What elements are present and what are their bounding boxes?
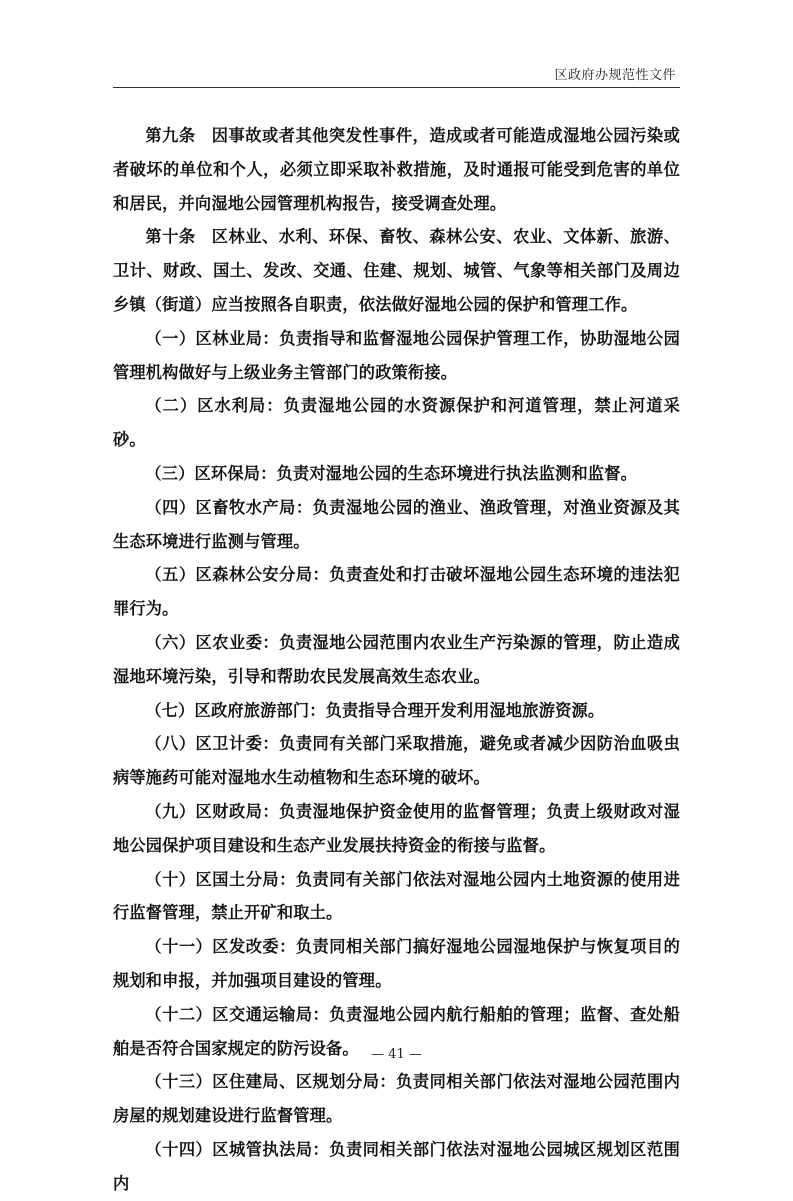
- article-10: [113, 220, 680, 321]
- list-item: （十二）区交通运输局：负责湿地公园内航行船舶的管理；监督、查处船舶是否符合国家规定的防污设备。: [113, 1004, 680, 1058]
- list-item: （七）区政府旅游部门：负责指导合理开发利用湿地旅游资源。: [145, 700, 605, 720]
- article-9: [113, 119, 680, 220]
- list-item: （十）区国土分局：负责同有关部门依法对湿地公园内土地资源的使用进行监督管理，禁止开矿和取土。: [113, 869, 680, 923]
- list-item: （六）区农业委：负责湿地公园范围内农业生产污染源的管理，防止造成湿地环境污染，引导和帮助农民发展高效生态农业。: [113, 632, 680, 686]
- header-title: 区政府办规范性文件: [554, 68, 676, 83]
- article-text: 区林业、水利、环保、畜牧、森林公安、农业、文体新、旅游、卫计、财政、国土、发改、交通、住建、规划、城管、气象等相关部门及周边乡镇（街道）应当按照各自职责，依法做好湿地公园的保护和管理工作。: [113, 227, 680, 314]
- document-body: [113, 119, 680, 1201]
- list-item: （九）区财政局：负责湿地保护资金使用的监督管理；负责上级财政对湿地公园保护项目建设和生态产业发展扶持资金的衔接与监督。: [113, 801, 680, 855]
- page-number: — 41 —: [371, 1047, 422, 1062]
- article-number: 第十条: [145, 227, 196, 247]
- list-item: （八）区卫计委：负责同有关部门采取措施，避免或者减少因防治血吸虫病等施药可能对湿地水生动植物和生态环境的破坏。: [113, 734, 680, 788]
- list-item: （十一）区发改委：负责同相关部门搞好湿地公园湿地保护与恢复项目的规划和申报，并加强项目建设的管理。: [113, 937, 680, 990]
- list-item: （四）区畜牧水产局：负责湿地公园的渔业、渔政管理，对渔业资源及其生态环境进行监测与管理。: [113, 497, 680, 551]
- list-item: （十三）区住建局、区规划分局：负责同相关部门依法对湿地公园范围内房屋的规划建设进行监督管理。: [113, 1072, 680, 1126]
- list-item: （五）区森林公安分局：负责查处和打击破坏湿地公园生态环境的违法犯罪行为。: [113, 565, 680, 619]
- article-text: 因事故或者其他突发性事件，造成或者可能造成湿地公园污染或者破坏的单位和个人，必须立即采取补救措施，及时通报可能受到危害的单位和居民，并向湿地公园管理机构报告，接受调查处理。: [113, 126, 680, 213]
- article-number: 第九条: [145, 126, 196, 145]
- list-item: （十四）区城管执法局：负责同相关部门依法对湿地公园城区规划区范围内: [113, 1139, 680, 1193]
- header-divider: [113, 87, 680, 88]
- list-item: （三）区环保局：负责对湿地公园的生态环境进行执法监测和监督。: [145, 463, 638, 483]
- list-item: （一）区林业局：负责指导和监督湿地公园保护管理工作，协助湿地公园管理机构做好与上级业务主管部门的政策衔接。: [113, 328, 680, 382]
- list-item: （二）区水利局：负责湿地公园的水资源保护和河道管理，禁止河道采砂。: [113, 396, 680, 450]
